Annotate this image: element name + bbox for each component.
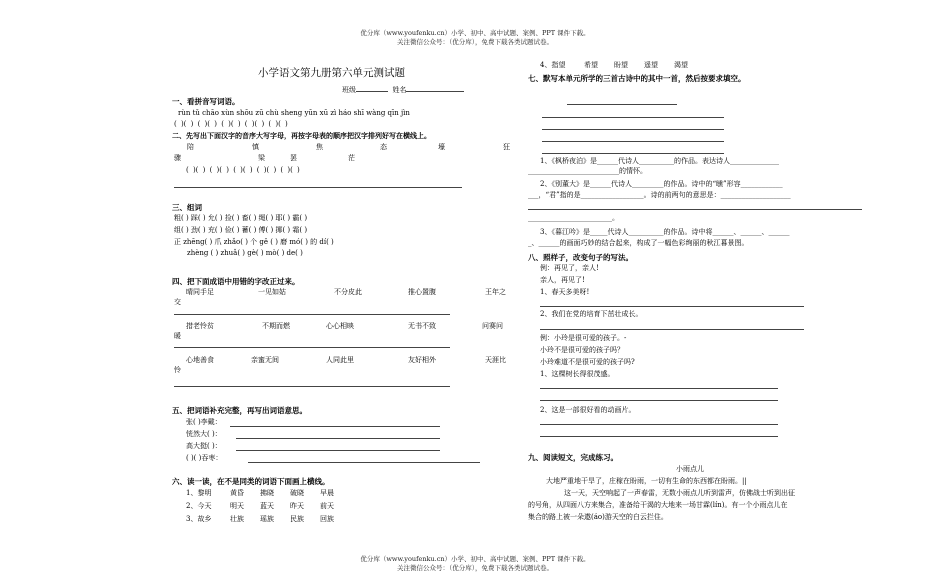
q7-2c: ________________________。 (528, 214, 619, 222)
s6-r2-c2[interactable]: 明天 (230, 502, 244, 510)
fill-line-1[interactable] (230, 426, 440, 427)
s8-example-2a: 例：小玲是很可爱的孩子。- (540, 334, 627, 342)
section-6-heading: 六、读一读，在不是同类的词语下面画上横线。 (172, 477, 330, 486)
story-p2b: 的号角，从四面八方来集合，准备给干渴的大地来一场甘霖(lín)。有一个小雨点儿在 (528, 501, 788, 509)
fill-item-3: 高大挺( )： (186, 442, 222, 450)
s8-q4-line-2[interactable] (540, 436, 778, 437)
char-liang: 梁 (258, 154, 265, 162)
s6-r1-c3[interactable]: 拂晓 (260, 489, 274, 497)
idiom-6: 措老怜贫 (186, 322, 214, 330)
char-hao: 壕 (438, 143, 445, 151)
word-row-2[interactable]: 组( ) 劲( ) 充( ) 俭( ) 蓄( ) 傅( ) 揶( ) 霜( ) (174, 226, 308, 234)
s6-r4-c5[interactable]: 渴望 (674, 61, 688, 69)
s6-r3-c3[interactable]: 瑶族 (260, 515, 274, 523)
s6-r2-c3[interactable]: 蓝天 (260, 502, 274, 510)
name-blank[interactable] (406, 84, 464, 92)
fill-item-1: 张( )李戴： (186, 418, 222, 426)
char-tai: 态 (380, 143, 387, 151)
class-blank[interactable] (356, 84, 388, 92)
class-name-line (342, 84, 464, 95)
s8-q2: 2、我们在党的培育下茁壮成长。 (540, 310, 643, 318)
s8-example-2b: 小玲不是很可爱的孩子吗？ (540, 346, 624, 354)
answer-boxes-2[interactable]: ( )( ) ( )( ) ( )( ) ( )( ) ( )( ) (186, 166, 300, 174)
answer-line-2[interactable] (174, 187, 462, 188)
s6-r4-c2[interactable]: 希望 (584, 61, 598, 69)
s6-r4-c1: 4、指望 (540, 61, 566, 69)
s6-r3-c1: 3、故乡 (186, 515, 212, 523)
idiom-7: 不期而燃 (262, 322, 290, 330)
idiom-5-wrap: 交 (174, 298, 181, 306)
fill-item-4: ( )( )吞枣： (186, 454, 223, 462)
s8-q1-line[interactable] (540, 306, 804, 307)
q7-2-line[interactable] (528, 209, 862, 210)
header-line-1: 优分库（www.youfenku.cn）小学、初中、高中试题、案例、PPT 课件下载。 (360, 29, 590, 37)
footer-line-2: 关注微信公众号：（优分库），免费下载各类试题试卷。 (397, 564, 553, 572)
section-7-heading: 七、默写本单元所学的三首古诗中的其中一首，然后按要求填空。 (528, 74, 746, 83)
q7-2b: ___，“君”指的是__________________。诗的前两句的意思是：____________________ (528, 191, 791, 199)
s6-r1-c4[interactable]: 破晓 (290, 489, 304, 497)
char-ba: 罢 (290, 154, 297, 162)
idiom-1: 晴同手足 (186, 288, 214, 296)
q7-3b: _、______的画面巧妙的结合起来，构成了一幅色彩绚丽的秋江暮景图。 (528, 239, 749, 247)
name-label: 姓名 (392, 86, 407, 94)
idiom-15-wrap: 怜 (174, 366, 181, 374)
poem-line-3[interactable] (542, 141, 724, 142)
section-2-heading: 二、先写出下面汉字的音序大写字母，再按字母表的顺序把汉字排列好写在横线上。 (172, 131, 431, 140)
word-row-3[interactable]: 正 zhēng( ) 爪 zhǎo( ) 个 gě ( ) 磨 mó( ) 的 dí( ) (174, 238, 334, 246)
idiom-10-wrap: 暖 (174, 332, 181, 340)
q7-2a: 2、《别董大》是______代诗人_________的作品。诗中的“曛”形容____________ (540, 180, 783, 188)
section-3-heading: 三、组词 (172, 203, 202, 212)
s8-example-2c: 小玲难道不是很可爱的孩子吗? (540, 358, 635, 366)
idiom-12: 亲蜜无间 (251, 356, 279, 364)
word-row-4[interactable]: zhèng ( ) zhuǎ( ) gè( ) mò( ) de( ) (187, 249, 303, 257)
idiom-4: 推心置腹 (408, 288, 436, 296)
story-p2a: 这一天，天空响起了一声春雷，无数小雨点儿听到雷声，仿佛战士听到出征 (564, 489, 795, 497)
s6-r2-c1: 2、今天 (186, 502, 212, 510)
q7-3a: 3、《暮江吟》是_____代诗人__________的作品。诗中将______、______、______ (540, 228, 790, 236)
page-title: 小学语文第九册第六单元测试题 (258, 67, 405, 79)
answer-line-4c[interactable] (174, 386, 450, 387)
answer-line-4a[interactable] (174, 314, 450, 315)
story-p1: 大地严重地干旱了，庄稼在盼雨，一切有生命的东西都在盼雨。|| (546, 477, 747, 485)
answer-boxes-1[interactable]: ( )( ) ( )( ) ( )( ) ( )( ) ( )( ) (174, 120, 288, 128)
char-zhou: 骤 (174, 154, 181, 162)
s6-r1-c5[interactable]: 早晨 (320, 489, 334, 497)
idiom-9: 无书不致 (408, 322, 436, 330)
s6-r1-c2[interactable]: 黄昏 (230, 489, 244, 497)
idiom-2: 一见如姑 (258, 288, 286, 296)
idiom-5: 王年之 (485, 288, 506, 296)
q7-1b: __________________________的情怀。 (528, 167, 647, 175)
s6-r1-c1: 1、黎明 (186, 489, 212, 497)
idiom-14: 友好相外 (408, 356, 436, 364)
s6-r3-c2[interactable]: 壮族 (230, 515, 244, 523)
s8-q3: 1、这棵树长得很茂盛。 (540, 370, 615, 378)
idiom-10: 问赛问 (482, 322, 503, 330)
s8-q4: 2、这是一部很好看的动画片。 (540, 406, 636, 414)
poem-line-2[interactable] (542, 129, 724, 130)
s6-r2-c4[interactable]: 昨天 (290, 502, 304, 510)
answer-line-4b[interactable] (174, 347, 450, 348)
section-8-heading: 八、照样子，改变句子的写法。 (528, 253, 633, 262)
poem-line-1[interactable] (542, 117, 724, 118)
s8-example-1b: 亲人，再见了! (540, 276, 585, 284)
char-jiao: 焦 (316, 143, 323, 151)
s8-q3-line-2[interactable] (540, 400, 778, 401)
section-5-heading: 五、把词语补充完整，再写出词语意思。 (172, 406, 307, 415)
fill-line-3[interactable] (236, 450, 440, 451)
s6-r3-c5[interactable]: 回族 (320, 515, 334, 523)
class-label: 班级 (342, 86, 356, 94)
pinyin-row: rùn tǔ chāo xùn shōu zū chù sheng yūn xū zì háo shī wàng qīn jìn (178, 109, 410, 117)
q7-1a: 1、《枫桥夜泊》是______代诗人__________的作品。表达诗人______________ (540, 157, 779, 165)
footer-line-1: 优分库（www.youfenku.cn）小学、初中、高中试题、案例、PPT 课件下载。 (360, 555, 590, 563)
word-row-1[interactable]: 粗( ) 踩( ) 允( ) 捡( ) 畜( ) 绳( ) 耶( ) 霸( ) (174, 214, 308, 222)
section-4-heading: 四、把下面成语中用错的字改正过来。 (172, 277, 300, 286)
idiom-13: 人同此里 (326, 356, 354, 364)
story-p2c: 集合的路上被一朵遨(áo)游天空的白云拦住。 (528, 513, 668, 521)
s6-r2-c5[interactable]: 前天 (320, 502, 334, 510)
story-title: 小雨点儿 (676, 465, 704, 473)
char-kuang: 狂 (503, 143, 510, 151)
char-shen: 慎 (252, 143, 259, 151)
idiom-3: 不分皮此 (334, 288, 362, 296)
fill-line-4[interactable] (248, 462, 480, 463)
poem-title-line[interactable] (567, 104, 677, 105)
s8-example-1a: 例：再见了，亲人! (540, 264, 599, 272)
s8-q4-line-1[interactable] (540, 424, 778, 425)
poem-line-4[interactable] (542, 153, 724, 154)
char-chen: 陪 (187, 143, 194, 151)
fill-item-2: 恍然大( )： (186, 430, 222, 438)
section-1-heading: 一、看拼音写词语。 (172, 97, 240, 106)
s8-q2-line[interactable] (540, 329, 804, 330)
char-mang: 茫 (348, 154, 355, 162)
s8-q3-line-1[interactable] (540, 388, 778, 389)
header-line-2: 关注微信公众号：（优分库），免费下载各类试题试卷。 (397, 38, 553, 46)
idiom-8: 心心相映 (326, 322, 354, 330)
fill-line-2[interactable] (236, 438, 440, 439)
s8-q1: 1、春天多美呀! (540, 288, 590, 296)
section-9-heading: 九、阅读短文，完成练习。 (528, 453, 618, 462)
s6-r4-c4[interactable]: 遥望 (644, 61, 658, 69)
idiom-11: 心地善食 (186, 356, 214, 364)
s6-r4-c3[interactable]: 盼望 (614, 61, 628, 69)
idiom-15: 天涯比 (485, 356, 506, 364)
s6-r3-c4[interactable]: 民族 (290, 515, 304, 523)
